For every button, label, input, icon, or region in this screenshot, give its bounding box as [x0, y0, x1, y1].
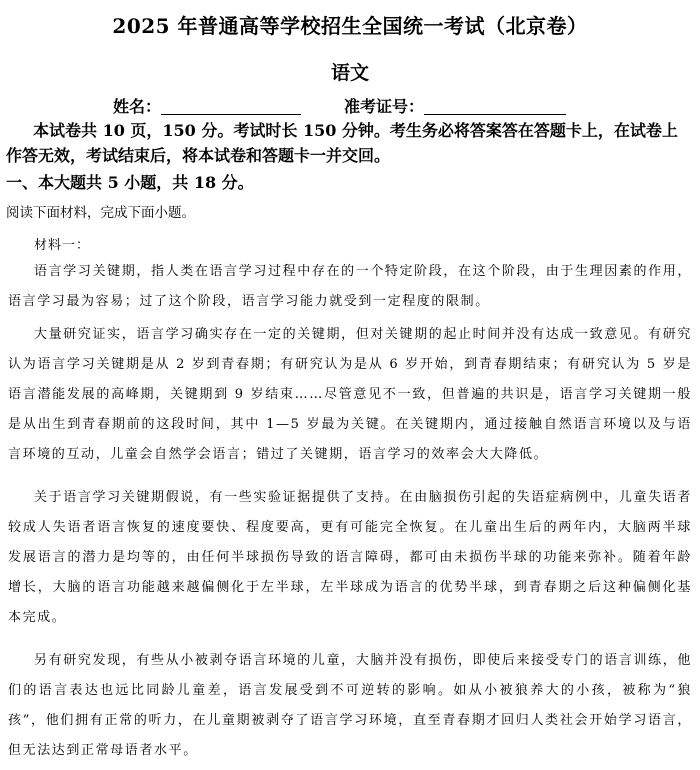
exam-id-blank: [424, 98, 566, 115]
exam-id-label: 准考证号：: [344, 97, 425, 116]
reading-prompt: 阅读下面材料，完成下面小题。: [6, 205, 195, 221]
exam-id-field: [344, 94, 566, 117]
name-field: [113, 94, 301, 117]
exam-instructions: 本试卷共 10 页，150 分。考试时长 150 分钟。考生务必将答案答在答题卡上，在试卷上作答无效，考试结束后，将本试卷和答题卡一并交回。: [6, 121, 678, 165]
subject-title: 语文: [330, 62, 369, 84]
paragraph: 大量研究证实，语言学习确实存在一定的关键期，但对关键期的起止时间并没有达成一致意见。有研究认为语言学习关键期是从 2 岁到青春期；有研究认为是从 6 岁开始，到青春期结束；有研究认为 5 岁是语言潜能发展的高峰期，关键期到 9 岁结束……尽管意见不一致，但普遍的共识是，语言学习关键期一般是从出生到青春期前的这段时间，其中 1—5 岁最为关键。在关键期内，通过接触自然语言环境以及与语言环境的互动，儿童会自然学会语言；错过了关键期，语言学习的效率会大大降低。: [8, 327, 692, 462]
section-heading: 一、本大题共 5 小题，共 18 分。: [6, 173, 254, 192]
name-blank: [161, 98, 301, 115]
exam-title: 2025 年普通高等学校招生全国统一考试（北京卷）: [112, 14, 588, 38]
material-label: 材料一：: [34, 238, 91, 253]
paragraph: 另有研究发现，有些从小被剥夺语言环境的儿童，大脑并没有损伤，即使后来接受专门的语言训练，他们的语言表达也远比同龄儿童差，语言发展受到不可逆转的影响。如从小被狼养大的小孩，被称为“狼孩”，他们拥有正常的听力，在儿童期被剥夺了语言学习环境，直至青春期才回归人类社会开始学习语言，但无法达到正常母语者水平。: [8, 653, 692, 758]
paragraph: 关于语言学习关键期假说，有一些实验证据提供了支持。在由脑损伤引起的失语症病例中，儿童失语者较成人失语者语言恢复的速度要快、程度要高，更有可能完全恢复。在儿童出生后的两年内，大脑两半球发展语言的潜力是均等的，由任何半球损伤导致的语言障碍，都可由未损伤半球的功能来弥补。随着年龄增长，大脑的语言功能越来越偏侧化于左半球，左半球成为语言的优势半球，到青春期之后这种偏侧化基本完成。: [8, 490, 692, 625]
name-label: 姓名：: [113, 97, 162, 116]
paragraph: 语言学习关键期，指人类在语言学习过程中存在的一个特定阶段，在这个阶段，由于生理因素的作用，语言学习最为容易；过了这个阶段，语言学习能力就受到一定程度的限制。: [8, 264, 692, 309]
